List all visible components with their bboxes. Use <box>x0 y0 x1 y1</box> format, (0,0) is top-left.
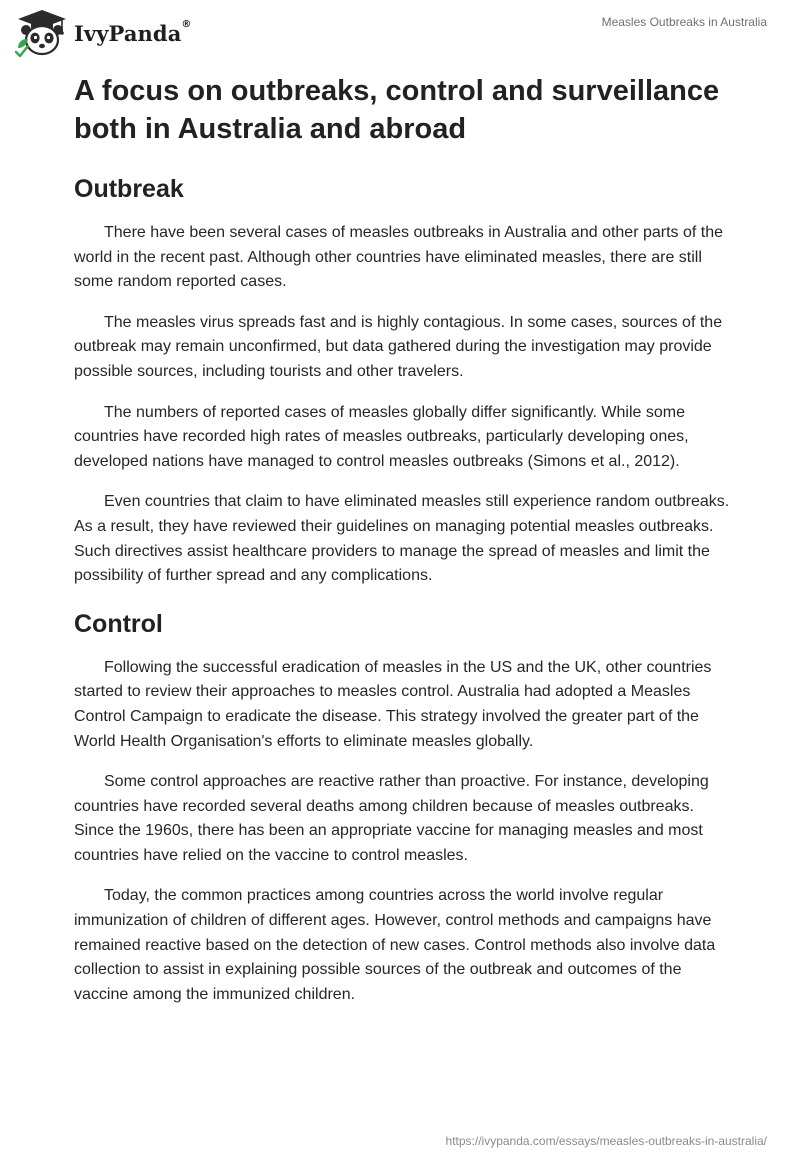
page-header <box>0 0 800 70</box>
paragraph: Some control approaches are reactive rather than proactive. For instance, developing countries have recorded several deaths among children because of measles outbreaks. Since the 1960s, there has been an appropriate vaccine for managing measles and most countries have relied on the vaccine to control measles. <box>74 773 709 864</box>
essay-content <box>74 72 734 1023</box>
logo-name: IvyPanda <box>74 20 182 46</box>
paragraph: Even countries that claim to have eliminated measles still experience random outbreaks. As a result, they have reviewed their guidelines on managing potential measles outbreaks. Such directives assist healthcare providers to manage the spread of measles and limit the possibility of further spread and any complications. <box>74 493 730 585</box>
source-url-link[interactable]: https://ivypanda.com/essays/measles-outbreaks-in-australia/ <box>445 1134 767 1148</box>
paragraph: Today, the common practices among countries across the world involve regular immunization of children of different ages. However, control methods and campaigns have remained reactive based on the detection of new cases. Control methods also involve data collection to assist in explaining possible sources of the outbreak and outcomes of the vaccine among the immunized children. <box>74 887 716 1003</box>
paragraph: There have been several cases of measles outbreaks in Australia and other parts of the world in the recent past. Although other countries have eliminated measles, there are still some random reported cases. <box>74 224 724 291</box>
logo-text <box>74 18 192 46</box>
registered-mark: ® <box>181 18 192 30</box>
section-outbreak <box>74 174 734 589</box>
ivypanda-logo[interactable] <box>14 8 192 58</box>
section-heading-outbreak: Outbreak <box>74 175 184 203</box>
paragraph: The numbers of reported cases of measles globally differ significantly. While some countries have recorded high rates of measles outbreaks, particularly developing ones, developed nations have managed to control measles outbreaks (Simons et al., 2012). <box>74 403 689 470</box>
section-control <box>74 609 734 1008</box>
panda-graduate-icon <box>14 8 70 58</box>
page-title: A focus on outbreaks, control and surveillance both in Australia and abroad <box>74 75 720 145</box>
running-doc-title: Measles Outbreaks in Australia <box>601 15 767 29</box>
section-heading-control: Control <box>74 609 163 638</box>
paragraph: Following the successful eradication of measles in the US and the UK, other countries started to review their approaches to measles control. Australia had adopted a Measles Control Campaign to eradicate the disease. This strategy involved the greater part of the World Health Organisation's efforts to eliminate measles globally. <box>74 658 712 750</box>
paragraph: The measles virus spreads fast and is highly contagious. In some cases, sources of the outbreak may remain unconfirmed, but data gathered during the investigation may provide possible sources, including tourists and other travelers. <box>74 313 723 380</box>
